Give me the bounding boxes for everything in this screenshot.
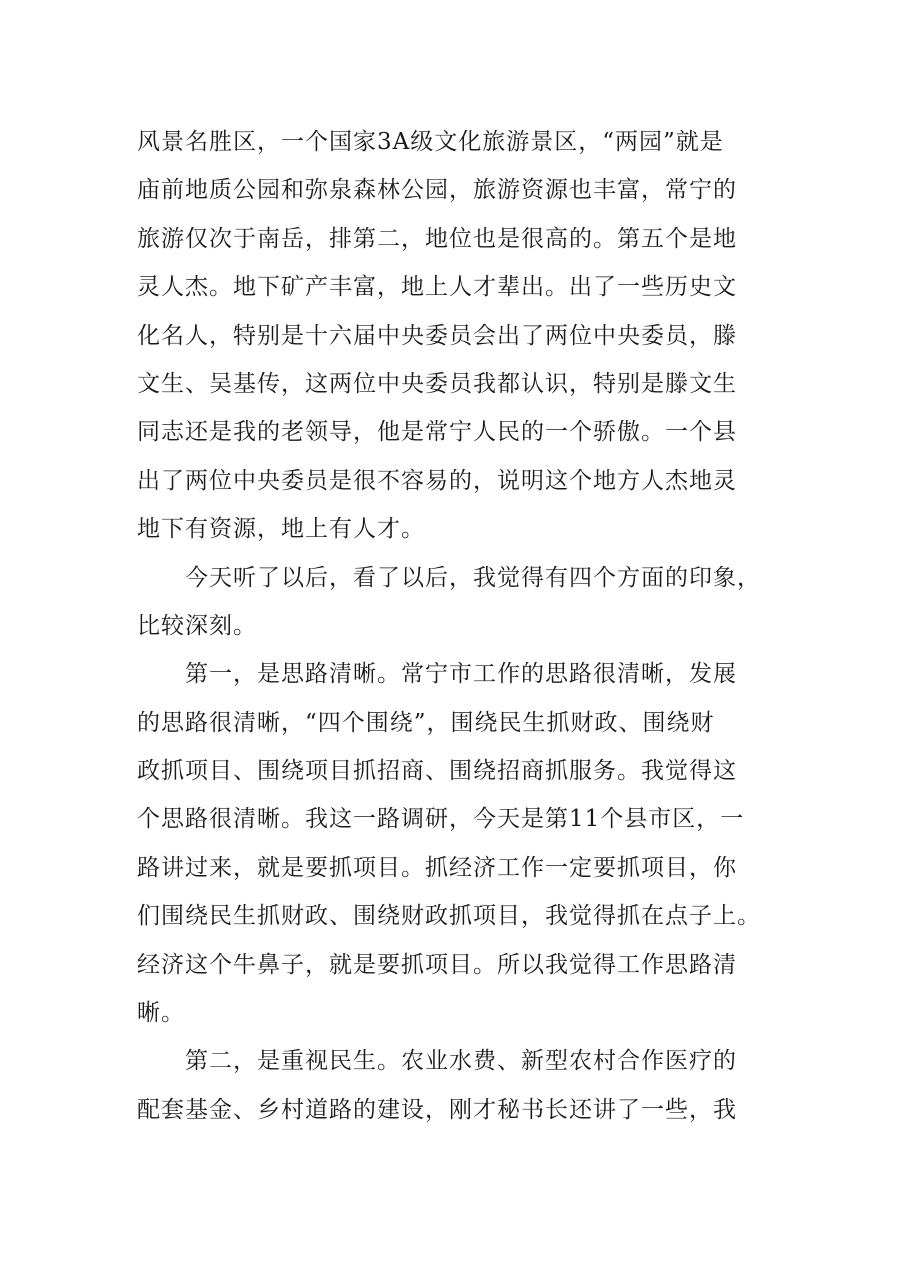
text-line: 经济这个牛鼻子，就是要抓项目。所以我觉得工作思路清 [137, 951, 737, 978]
text-line: 晰。 [137, 1000, 185, 1027]
text-line: 化名人，特别是十六届中央委员会出了两位中央委员，滕 [137, 322, 737, 349]
text-line: 配套基金、乡村道路的建设，刚才秘书长还讲了一些，我 [137, 1096, 737, 1123]
paragraph-start-line: 第二，是重视民生。农业水费、新型农村合作医疗的 [185, 1048, 737, 1075]
text-line: 们围绕民生抓财政、围绕财政抓项目，我觉得抓在点子上。 [137, 903, 761, 930]
text-line: 出了两位中央委员是很不容易的，说明这个地方人杰地灵 [137, 467, 737, 494]
text-line: 同志还是我的老领导，他是常宁人民的一个骄傲。一个县 [137, 419, 737, 446]
text-line: 比较深刻。 [137, 612, 257, 639]
document-body [137, 118, 777, 1134]
text-line: 灵人杰。地下矿产丰富，地上人才辈出。出了一些历史文 [137, 274, 737, 301]
paragraph-start-line: 第一，是思路清晰。常宁市工作的思路很清晰，发展 [185, 661, 737, 688]
text-line: 文生、吴基传，这两位中央委员我都认识，特别是滕文生 [137, 370, 737, 397]
text-line: 风景名胜区，一个国家3A级文化旅游景区，“两园”就是 [137, 129, 724, 155]
paragraph-start-line: 今天听了以后，看了以后，我觉得有四个方面的印象， [185, 564, 761, 591]
text-line: 个思路很清晰。我这一路调研，今天是第11个县市区，一 [137, 806, 745, 833]
text-line: 旅游仅次于南岳，排第二，地位也是很高的。第五个是地 [137, 225, 737, 252]
text-line: 路讲过来，就是要抓项目。抓经济工作一定要抓项目，你 [137, 854, 737, 881]
text-line: 的思路很清晰，“四个围绕”，围绕民生抓财政、围绕财 [137, 709, 715, 736]
text-line: 政抓项目、围绕项目抓招商、围绕招商抓服务。我觉得这 [137, 758, 737, 785]
text-line: 庙前地质公园和弥泉森林公园，旅游资源也丰富，常宁的 [137, 177, 737, 204]
text-line: 地下有资源，地上有人才。 [137, 516, 425, 543]
